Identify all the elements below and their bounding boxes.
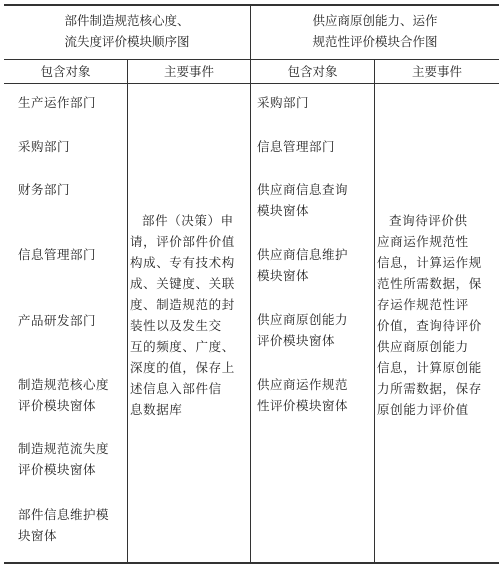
left-column-divider xyxy=(127,60,128,564)
left-group-title xyxy=(4,10,250,52)
right-object-line: 供应商信息查询 xyxy=(257,182,349,197)
left-object-line: 评价模块窗体 xyxy=(18,398,97,413)
left-object xyxy=(18,504,109,546)
left-object xyxy=(18,136,70,157)
left-object-line: 制造规范核心度 xyxy=(18,377,110,392)
right-object-line: 供应商信息维护 xyxy=(257,247,349,262)
right-object xyxy=(257,136,335,157)
right-events-line: 范性所需数据，保 xyxy=(377,276,482,291)
header-divider xyxy=(4,59,499,60)
left-object-line: 部件信息维护模 xyxy=(18,507,110,522)
left-events-line: 装性以及发生交 xyxy=(130,318,222,333)
table-top-border xyxy=(4,4,499,6)
right-group-title-line2: 规范性评价模块合作图 xyxy=(312,34,438,49)
column-header-divider xyxy=(4,83,499,84)
left-events-line: 部件（决策）申 xyxy=(142,213,234,228)
left-object-line: 产品研发部门 xyxy=(18,313,97,328)
right-events-line: 存运作规范性评 xyxy=(377,297,469,312)
right-events-line: 信息，计算原创能 xyxy=(377,360,482,375)
right-events-line: 原创能力评价值 xyxy=(377,402,469,417)
left-events-line: 述信息入部件信 xyxy=(130,381,222,396)
table-bottom-border xyxy=(4,562,499,564)
right-object-line: 评价模块窗体 xyxy=(257,333,336,348)
left-object-line: 信息管理部门 xyxy=(18,247,97,262)
group-divider xyxy=(250,4,251,564)
right-events-line: 查询待评价供 xyxy=(389,213,468,228)
left-events-line: 构成、专有技术构 xyxy=(130,255,235,270)
left-object-line: 评价模块窗体 xyxy=(18,462,97,477)
right-group-title xyxy=(251,10,499,52)
right-object-line: 采购部门 xyxy=(257,95,310,110)
right-object-line: 信息管理部门 xyxy=(257,139,336,154)
left-object xyxy=(18,92,96,113)
right-group-title-line1: 供应商原创能力、运作 xyxy=(312,13,438,28)
right-object xyxy=(257,374,348,416)
left-object xyxy=(18,310,96,331)
left-object-line: 财务部门 xyxy=(18,182,71,197)
right-object xyxy=(257,309,348,351)
left-object xyxy=(18,179,70,200)
left-events-line: 请，评价部件价值 xyxy=(130,234,235,249)
left-object-line: 生产运作部门 xyxy=(18,95,97,110)
col-header-events-left: 主要事件 xyxy=(163,64,214,79)
left-events-line: 互的频度、广度、 xyxy=(130,339,235,354)
right-events xyxy=(377,210,497,420)
left-events-line: 息数据库 xyxy=(130,402,183,417)
col-header-events-right: 主要事件 xyxy=(411,64,462,79)
right-object-line: 供应商原创能力 xyxy=(257,312,349,327)
col-header-objects-right: 包含对象 xyxy=(287,64,338,79)
left-group-title-line2: 流失度评价模块顺序图 xyxy=(64,34,190,49)
left-events-line: 成、关键度、关联 xyxy=(130,276,235,291)
left-group-title-line1: 部件制造规范核心度、 xyxy=(64,13,190,28)
right-object-line: 模块窗体 xyxy=(257,203,310,218)
right-object-line: 供应商运作规范 xyxy=(257,377,349,392)
left-events xyxy=(130,210,248,420)
left-object xyxy=(18,374,109,416)
right-events-line: 力所需数据，保存 xyxy=(377,381,482,396)
right-column-divider xyxy=(374,60,375,564)
right-events-line: 信息，计算运作规 xyxy=(377,255,482,270)
left-object xyxy=(18,438,109,480)
left-object-line: 制造规范流失度 xyxy=(18,441,110,456)
right-events-line: 供应商原创能力 xyxy=(377,339,469,354)
left-object xyxy=(18,244,96,265)
right-object-line: 模块窗体 xyxy=(257,268,310,283)
right-object xyxy=(257,92,309,113)
col-header-objects-left: 包含对象 xyxy=(40,64,91,79)
right-object xyxy=(257,244,348,286)
left-object-line: 采购部门 xyxy=(18,139,71,154)
left-events-line: 度、制造规范的封 xyxy=(130,297,235,312)
left-object-line: 块窗体 xyxy=(18,528,58,543)
right-events-line: 应商运作规范性 xyxy=(377,234,469,249)
right-events-line: 价值，查询待评价 xyxy=(377,318,482,333)
table xyxy=(4,4,499,564)
left-events-line: 深度的值，保存上 xyxy=(130,360,235,375)
right-object-line: 性评价模块窗体 xyxy=(257,398,349,413)
right-object xyxy=(257,179,348,221)
